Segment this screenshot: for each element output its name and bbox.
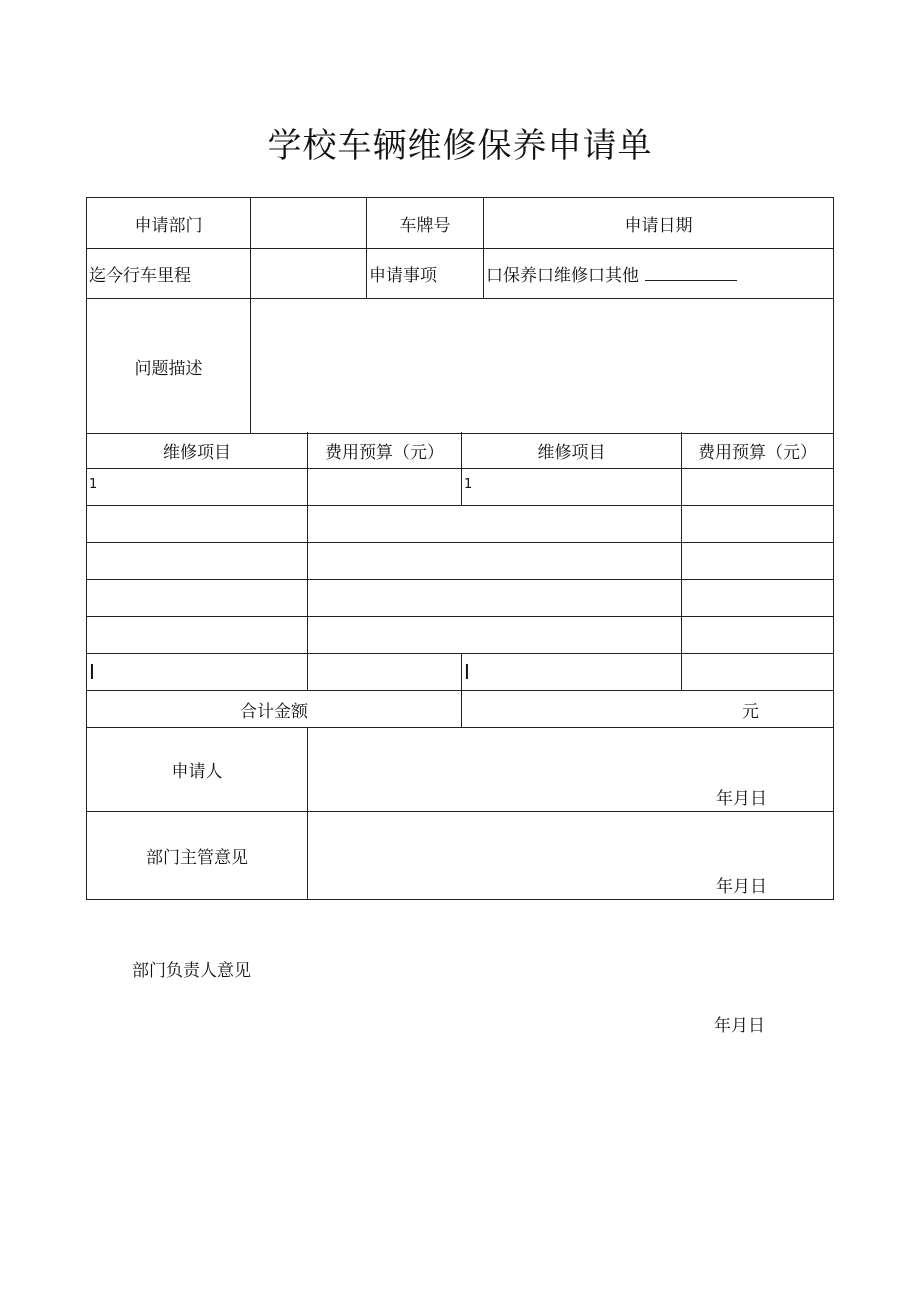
supervisor-date: 年月日 — [716, 877, 767, 897]
date-label: 申请日期 — [483, 198, 833, 248]
item-row-2 — [87, 506, 833, 543]
item-cell-merged[interactable] — [307, 506, 681, 542]
budget-cell-right[interactable] — [681, 580, 833, 616]
budget-cell-right[interactable] — [681, 469, 833, 505]
total-amount-field[interactable] — [461, 691, 833, 727]
dept-label: 申请部门 — [134, 215, 203, 236]
mileage-field[interactable] — [250, 249, 366, 298]
applicant-field[interactable] — [307, 728, 833, 811]
item-row-4 — [87, 580, 833, 617]
item-cell[interactable] — [87, 617, 307, 653]
budget-cell-right[interactable] — [681, 506, 833, 542]
form-header-block — [86, 197, 834, 434]
item-mark-left: I — [89, 660, 95, 684]
head-opinion-date: 年月日 — [714, 1016, 765, 1036]
header-row-1 — [87, 198, 833, 249]
head-opinion-label: 部门负责人意见 — [132, 961, 251, 981]
item-cell[interactable] — [87, 580, 307, 616]
item-cell[interactable] — [87, 543, 307, 579]
item-cell[interactable] — [87, 506, 307, 542]
header-row-2 — [87, 249, 833, 299]
item-row-3 — [87, 543, 833, 580]
applicant-row — [87, 728, 833, 812]
total-label: 合计金额 — [240, 701, 308, 722]
budget-header-2: 费用预算（元） — [681, 432, 833, 468]
matter-options[interactable] — [483, 249, 833, 298]
budget-cell-left[interactable] — [307, 654, 461, 690]
total-unit: 元 — [742, 701, 759, 722]
other-blank-line[interactable] — [645, 266, 737, 281]
items-header-row — [87, 432, 833, 469]
item-header-2: 维修项目 — [461, 432, 681, 468]
budget-cell-right[interactable] — [681, 617, 833, 653]
item-cell-merged[interactable] — [307, 617, 681, 653]
budget-header-1: 费用预算（元） — [307, 432, 461, 468]
item-index-left: 1 — [89, 477, 98, 492]
problem-label: 问题描述 — [134, 358, 203, 379]
problem-field[interactable] — [250, 299, 833, 433]
form-title: 学校车辆维修保养申请单 — [267, 126, 653, 166]
budget-cell-right[interactable] — [681, 543, 833, 579]
mileage-label: 迄今行车里程 — [89, 266, 191, 286]
item-row-1 — [87, 469, 833, 506]
applicant-date: 年月日 — [716, 789, 767, 809]
supervisor-row — [87, 812, 833, 899]
items-block — [86, 432, 834, 900]
budget-cell-right[interactable] — [681, 654, 833, 690]
total-row — [87, 691, 833, 728]
item-cell-merged[interactable] — [307, 580, 681, 616]
problem-row — [87, 299, 833, 433]
item-cell-merged[interactable] — [307, 543, 681, 579]
budget-cell-left[interactable] — [307, 469, 461, 505]
matter-label: 申请事项 — [366, 249, 483, 298]
dept-field[interactable] — [250, 198, 366, 248]
matter-options-text: 口保养口维修口其他 — [486, 266, 639, 286]
supervisor-label: 部门主管意见 — [146, 848, 248, 868]
item-row-5 — [87, 617, 833, 654]
item-mark-right: I — [461, 654, 681, 690]
plate-label: 车牌号 — [366, 198, 483, 248]
item-index-right: 1 — [461, 469, 681, 505]
applicant-label: 申请人 — [171, 762, 223, 782]
supervisor-field[interactable] — [307, 812, 833, 899]
item-row-6 — [87, 654, 833, 691]
item-header-1: 维修项目 — [163, 442, 231, 463]
